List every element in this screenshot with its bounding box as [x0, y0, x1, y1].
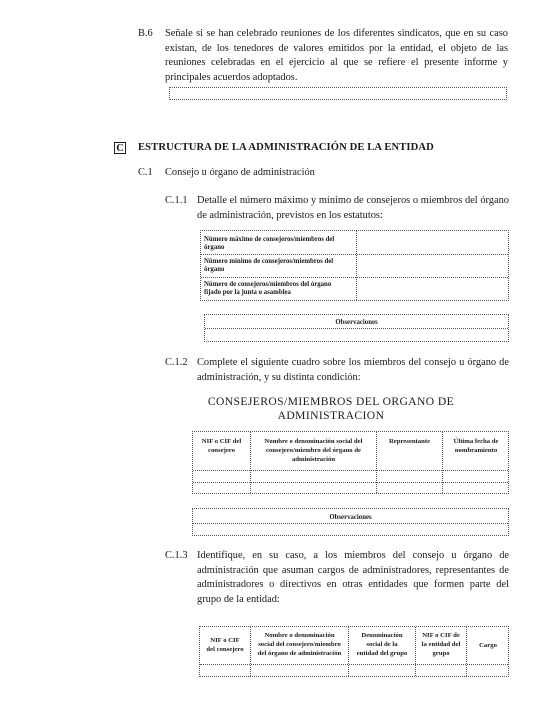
c13-header-line: social de la	[366, 641, 398, 648]
c12-table-title	[200, 395, 462, 423]
c13-line: Identifique, en su caso, a los miembros del consejo u órgano de	[197, 550, 509, 561]
c12-header-line: Nombre o denominación social del	[264, 438, 363, 445]
c12-observaciones-label: Observaciones	[329, 514, 372, 521]
c12-header-line: consejero/miembro del órgano de	[265, 447, 362, 454]
c1-number: C.1	[138, 167, 153, 178]
c11-value-max[interactable]	[357, 231, 509, 253]
c12-header-nombre	[251, 437, 376, 464]
c11-value-fixed[interactable]	[357, 278, 509, 301]
c13-header-nombre	[251, 631, 348, 658]
c11-row-label: Número mínimo de consejeros/miembros del	[204, 258, 334, 265]
c11-row-label: Número de consejeros/miembros del órgano	[204, 281, 332, 288]
c13-table	[199, 626, 509, 677]
c12-header-line: NIF o CIF del	[201, 438, 242, 445]
c12-number: C.1.2	[165, 357, 188, 368]
c12-table-title-line: CONSEJEROS/MIEMBROS DEL ORGANO DE	[207, 395, 455, 408]
c13-header-line: grupo	[432, 650, 450, 657]
c13-header-nif	[200, 636, 250, 654]
c11-row-min	[204, 258, 333, 275]
c13-line: administradores o directivos en otras entidades que formen parte del	[197, 579, 509, 591]
c12-line: administración, y su distinta condición:	[197, 371, 361, 383]
c12-observaciones-box	[192, 508, 509, 536]
c11-row-fixed	[204, 281, 331, 298]
b6-line: existan, de los tenedores de valores emitidos por la entidad, el objeto de las	[165, 42, 508, 54]
c12-header-fecha	[443, 437, 509, 455]
c12-header-nif	[193, 437, 250, 455]
c13-header-entidad	[349, 631, 415, 658]
c13-header-nif-entidad	[416, 631, 466, 658]
c11-row-label: fijado por la junta o asamblea	[204, 289, 291, 297]
section-c-title: ESTRUCTURA DE LA ADMINISTRACIÓN DE LA ENTIDAD	[138, 142, 434, 153]
c13-header-line: del consejero	[206, 646, 244, 653]
c11-number: C.1.1	[165, 195, 188, 206]
c12-table-title-line: ADMINISTRACION	[277, 409, 385, 422]
c12-header-line: nombramiento	[454, 447, 498, 454]
c11-value-min[interactable]	[357, 255, 509, 277]
c11-table	[200, 230, 509, 301]
c12-header-line: administración	[291, 456, 336, 463]
c11-observaciones-field[interactable]	[205, 329, 508, 342]
c13-number: C.1.3	[165, 550, 188, 561]
c11-row-label: Número máximo de consejeros/miembros del	[204, 236, 335, 243]
c11-row-label: órgano	[204, 244, 225, 252]
c13-line: grupo de la entidad:	[197, 593, 280, 605]
table-row[interactable]	[193, 483, 508, 494]
c12-text	[197, 356, 509, 385]
c11-line: Detalle el número máximo y mínimo de consejeros o miembros del órgano	[197, 195, 509, 206]
b6-number: B.6	[138, 28, 153, 39]
c13-header-line: Denominación	[361, 632, 403, 639]
c11-row-max	[204, 236, 334, 253]
c12-table	[192, 431, 509, 494]
c11-observaciones-box	[204, 314, 509, 342]
b6-line: principales acuerdos adoptados.	[165, 71, 298, 83]
c13-header-line: del órgano de administración	[257, 650, 342, 657]
b6-line: Señale si se han celebrado reuniones de los diferentes sindicatos, que en su caso	[165, 28, 508, 39]
c11-text	[197, 194, 509, 223]
c11-observaciones-label: Observaciones	[335, 319, 378, 326]
c11-row-label: órgano	[204, 266, 225, 274]
c13-header-line: Cargo	[479, 642, 497, 649]
c13-header-line: Nombre o denominación	[264, 632, 335, 639]
c13-header-cargo	[467, 641, 509, 650]
c13-line: administración que asuman cargos de administradores, representantes de	[197, 564, 509, 576]
c13-text	[197, 549, 509, 607]
c12-observaciones-field[interactable]	[193, 524, 508, 536]
c13-header-line: la entidad del	[421, 641, 461, 648]
c12-header-line: Representante	[388, 438, 431, 445]
c13-header-line: NIF o CIF de	[422, 632, 460, 639]
b6-text	[165, 27, 508, 85]
b6-line: reuniones celebradas en el ejercicio al que se refiere el presente informe y	[165, 57, 508, 69]
c13-header-line: entidad del grupo	[356, 650, 408, 657]
table-row[interactable]	[193, 471, 508, 482]
c12-header-representante	[377, 437, 442, 446]
section-c-letter: C	[114, 142, 126, 154]
table-row[interactable]	[200, 665, 508, 677]
c13-header-line: NIF o CIF	[210, 637, 240, 644]
c12-line: Complete el siguiente cuadro sobre los miembros del consejo u órgano de	[197, 357, 509, 368]
c13-header-line: social del consejero/miembro	[258, 641, 341, 648]
b6-answer-box[interactable]	[169, 87, 507, 100]
c12-header-line: Última fecha de	[453, 438, 499, 445]
c12-header-line: consejero	[208, 447, 235, 454]
c11-line: de administración, previstos en los estatutos:	[197, 209, 383, 221]
c1-title: Consejo u órgano de administración	[165, 167, 315, 178]
